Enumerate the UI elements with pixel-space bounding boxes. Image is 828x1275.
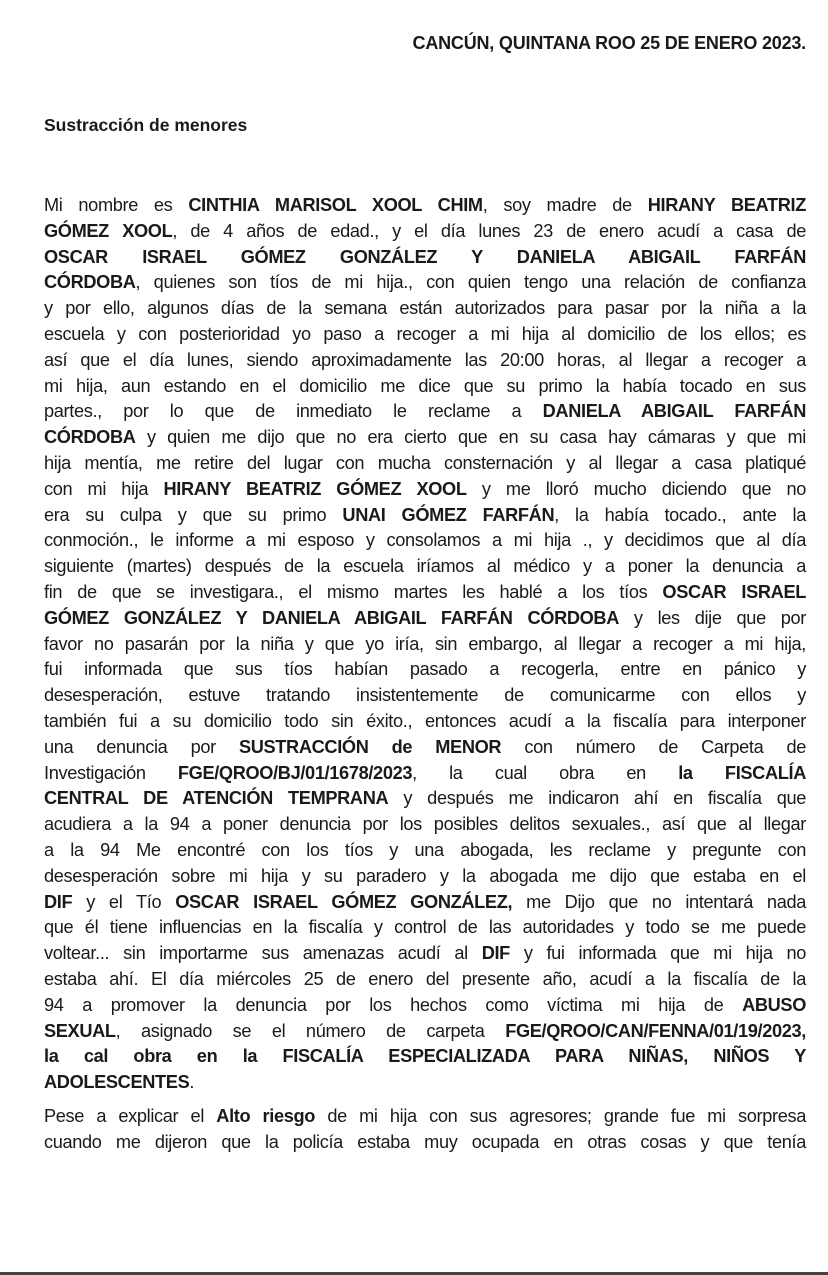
text-run: Investigación: [44, 762, 178, 783]
text-line: [44, 1044, 806, 1070]
bold-text: OSCAR ISRAEL: [662, 581, 806, 602]
text-line: [44, 193, 806, 219]
text-run: desesperación sobre mi hija y su paradero y la abogada me dijo que estaba en el: [44, 865, 806, 886]
text-line: [44, 812, 806, 838]
text-line: [44, 270, 806, 296]
text-run: , quienes son tíos de mi hija., con quien tengo una relación de confianza: [135, 272, 806, 293]
text-run: era su culpa y que su primo: [44, 504, 343, 525]
bold-text: CÓRDOBA: [44, 427, 136, 448]
bold-text: ADOLESCENTES: [44, 1072, 190, 1093]
text-run: desesperación, estuve tratando insistentemente de comunicarme con ellos y: [44, 685, 806, 706]
text-run: , asignado se el número de carpeta: [115, 1020, 506, 1041]
text-line: [44, 657, 806, 683]
text-line: [44, 425, 806, 451]
text-run: que él tiene influencias en la fiscalía y control de las autoridades y todo se me puede: [44, 917, 806, 938]
text-run: así que el día lunes, siendo aproximadamente las 20:00 horas, al llegar a recoger a: [44, 349, 806, 370]
text-run: siguiente (martes) después de la escuela iríamos al médico y a poner la denuncia a: [44, 556, 806, 577]
bold-text: UNAI GÓMEZ FARFÁN: [342, 504, 555, 525]
text-run: fui informada que sus tíos habían pasado a recogerla, entre en pánico y: [44, 659, 806, 680]
bold-text: la cal obra en la FISCALÍA ESPECIALIZADA PARA NIÑAS, NIÑOS Y: [44, 1046, 806, 1067]
text-run: escuela y con posterioridad yo paso a recoger a mi hija al domicilio de los ellos; es: [44, 323, 806, 344]
text-line: [44, 374, 806, 400]
bold-text: DIF: [44, 891, 73, 912]
text-run: y quien me dijo que no era cierto que en su casa hay cámaras y que mi: [135, 427, 806, 448]
text-run: , de 4 años de edad., y el día lunes 23 de enero acudí a casa de: [172, 220, 806, 241]
text-run: con mi hija: [44, 478, 164, 499]
document-date: CANCÚN, QUINTANA ROO 25 DE ENERO 2023.: [412, 33, 806, 53]
bold-text: DIF: [481, 943, 510, 964]
text-run: a la 94 Me encontré con los tíos y una abogada, les reclame y pregunte con: [44, 839, 806, 860]
text-line: [44, 528, 806, 554]
text-line: [44, 451, 806, 477]
text-line: [44, 786, 806, 812]
bold-text: GÓMEZ XOOL: [44, 220, 173, 241]
text-line: [44, 296, 806, 322]
text-line: [44, 735, 806, 761]
bold-text: CINTHIA MARISOL XOOL CHIM: [188, 195, 483, 215]
bold-text: OSCAR ISRAEL GÓMEZ GONZÁLEZ,: [175, 891, 513, 912]
bold-text: CENTRAL DE ATENCIÓN TEMPRANA: [44, 788, 389, 809]
text-line: [44, 915, 806, 941]
bold-text: SEXUAL: [44, 1020, 116, 1041]
bold-text: FGE/QROO/BJ/01/1678/2023: [177, 762, 413, 783]
text-line: [44, 993, 806, 1019]
text-line: [44, 554, 806, 580]
bold-text: DANIELA ABIGAIL FARFÁN: [542, 401, 806, 422]
text-run: de mi hija con sus agresores; grande fue mi sorpresa: [315, 1106, 806, 1126]
text-run: cuando me dijeron que la policía estaba muy ocupada en otras cosas y que tenía: [44, 1131, 806, 1152]
text-run: acudiera a la 94 a poner denuncia por los posibles delitos sexuales., así que al llegar: [44, 814, 806, 835]
text-line: [44, 322, 806, 348]
text-line: [44, 348, 806, 374]
text-line: [44, 245, 806, 271]
text-line: [44, 683, 806, 709]
text-run: y me lloró mucho diciendo que no: [466, 478, 806, 499]
text-line: [44, 967, 806, 993]
text-line: [44, 1019, 806, 1045]
text-run: conmoción., le informe a mi esposo y consolamos a mi hija ., y decidimos que al día: [44, 530, 806, 551]
text-line: [44, 864, 806, 890]
text-line: [44, 890, 806, 916]
text-run: estaba ahí. El día miércoles 25 de enero del presente año, acudí a la fiscalía de la: [44, 968, 806, 989]
text-run: mi hija, aun estando en el domicilio me dice que su primo la había tocado en sus: [44, 375, 806, 396]
text-line: [44, 219, 806, 245]
text-run: me Dijo que no intentará nada: [512, 891, 806, 912]
text-run: y después me indicaron ahí en fiscalía que: [388, 788, 806, 809]
text-line: [44, 399, 806, 425]
text-line: [44, 1130, 806, 1156]
text-run: partes., por lo que de inmediato le reclame a: [44, 401, 543, 422]
text-line: [44, 1104, 806, 1130]
text-run: 94 a promover la denuncia por los hechos como víctima mi hija de: [44, 994, 743, 1015]
bold-text: SUSTRACCIÓN de MENOR: [238, 736, 502, 757]
text-run: , soy madre de: [482, 195, 648, 215]
text-line: [44, 632, 806, 658]
text-run: también fui a su domicilio todo sin éxito., entonces acudí a la fiscalía para interponer: [44, 710, 806, 731]
text-run: .: [189, 1072, 195, 1093]
text-run: con número de Carpeta de: [501, 736, 807, 757]
text-line: [44, 503, 806, 529]
text-run: y el Tío: [72, 891, 176, 912]
text-run: Pese a explicar el: [44, 1106, 217, 1126]
bold-text: CÓRDOBA: [44, 272, 136, 293]
text-run: y les dije que por: [619, 607, 806, 628]
text-line: [44, 606, 806, 632]
bold-text: Alto riesgo: [216, 1106, 316, 1126]
text-run: , la cual obra en: [412, 762, 679, 783]
text-run: voltear... sin importarme sus amenazas acudí al: [44, 943, 482, 964]
text-line: [44, 1070, 806, 1096]
body-paragraph-2: [44, 1104, 806, 1156]
text-run: una denuncia por: [44, 736, 239, 757]
text-run: Mi nombre es: [44, 195, 189, 215]
bold-text: la FISCALÍA: [678, 762, 806, 783]
text-run: , la había tocado., ante la: [554, 504, 807, 525]
document-subject: Sustracción de menores: [44, 115, 248, 135]
bold-text: FGE/QROO/CAN/FENNA/01/19/2023,: [505, 1020, 806, 1041]
bold-text: ABUSO: [742, 994, 806, 1015]
body-paragraph-1: [44, 193, 806, 1096]
text-run: favor no pasarán por la niña y que yo iría, sin embargo, al llegar a recoger a mi hija,: [44, 633, 806, 654]
text-run: y por ello, algunos días de la semana están autorizados para pasar por la niña a la: [44, 298, 806, 319]
text-run: fin de que se investigara., el mismo martes les hablé a los tíos: [44, 581, 663, 602]
text-line: [44, 838, 806, 864]
text-line: [44, 477, 806, 503]
text-run: hija mentía, me retire del lugar con mucha consternación y al llegar a casa platiqué: [44, 452, 806, 473]
bold-text: GÓMEZ GONZÁLEZ Y DANIELA ABIGAIL FARFÁN CÓRDOBA: [44, 607, 619, 628]
text-line: [44, 941, 806, 967]
text-line: [44, 761, 806, 787]
bold-text: HIRANY BEATRIZ: [647, 195, 806, 215]
text-run: y fui informada que mi hija no: [509, 943, 806, 964]
bold-text: HIRANY BEATRIZ GÓMEZ XOOL: [163, 478, 467, 499]
text-line: [44, 580, 806, 606]
text-line: [44, 709, 806, 735]
bold-text: OSCAR ISRAEL GÓMEZ GONZÁLEZ Y DANIELA ABIGAIL FARFÁN: [44, 246, 806, 267]
